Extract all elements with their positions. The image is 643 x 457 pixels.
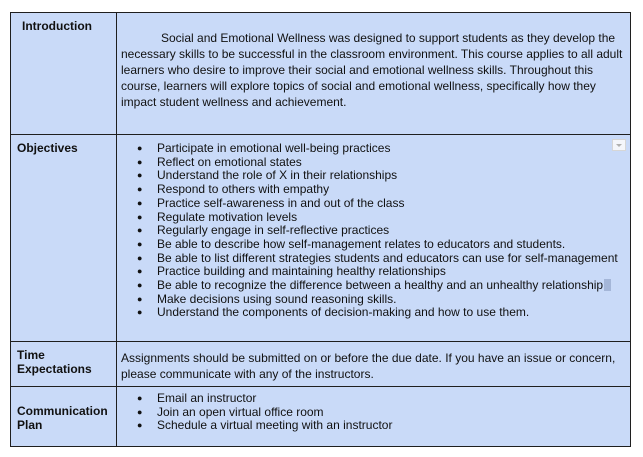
list-item: ● Make decisions using sound reasoning skills. bbox=[157, 293, 630, 307]
list-item: ● Regulate motivation levels bbox=[157, 211, 630, 225]
content-cell[interactable] bbox=[117, 387, 631, 447]
objectives-label: Objectives bbox=[17, 141, 78, 155]
label-line: Time bbox=[17, 348, 45, 362]
list-item: ● Respond to others with empathy bbox=[157, 183, 630, 197]
course-info-table bbox=[10, 12, 631, 447]
table-row-time-expectations bbox=[11, 342, 631, 387]
communication-list bbox=[117, 387, 630, 433]
content-cell[interactable] bbox=[117, 135, 631, 342]
text-cursor bbox=[604, 279, 611, 291]
list-item: ● Be able to list different strategies students and educators can use for self-management bbox=[157, 252, 630, 266]
label-line: Plan bbox=[17, 418, 43, 432]
list-item: ● Practice self-awareness in and out of the class bbox=[157, 197, 630, 211]
list-item: ● Be able to describe how self-management relates to educators and students. bbox=[157, 238, 630, 252]
list-item: ● Understand the components of decision-making and how to use them. bbox=[157, 306, 630, 320]
content-cell[interactable] bbox=[117, 13, 631, 135]
time-expectations-label bbox=[11, 342, 116, 376]
list-item: ● Participate in emotional well-being practices bbox=[157, 142, 630, 156]
table-row-communication-plan bbox=[11, 387, 631, 447]
list-item: ● Understand the role of X in their relationships bbox=[157, 169, 630, 183]
objectives-list bbox=[117, 135, 630, 320]
label-cell[interactable] bbox=[11, 342, 117, 387]
table-row-introduction bbox=[11, 13, 631, 135]
table-row-objectives bbox=[11, 135, 631, 342]
list-item-text: Be able to recognize the difference between a healthy and an unhealthy relationship bbox=[157, 278, 604, 293]
label-cell[interactable] bbox=[11, 387, 117, 447]
introduction-label: Introduction bbox=[22, 19, 92, 33]
introduction-text: Social and Emotional Wellness was designed to support students as they develop the necessary skills to be successful in the classroom environment. This course applies to all adult learners who desire to improve their social and emotional wellness skills. Throughout this course, learners will explore topics of social and emotional wellness, specifically how they impact student wellness and achievement. bbox=[121, 31, 623, 109]
label-cell[interactable] bbox=[11, 13, 117, 135]
list-item-with-cursor bbox=[157, 279, 630, 293]
list-item: ● Practice building and maintaining healthy relationships bbox=[157, 265, 630, 279]
time-expectations-text: Assignments should be submitted on or before the due date. If you have an issue or concern, please communicate with any of the instructors. bbox=[121, 351, 616, 381]
label-cell[interactable] bbox=[11, 135, 117, 342]
list-item: ● Regularly engage in self-reflective practices bbox=[157, 224, 630, 238]
list-item: ● Join an open virtual office room bbox=[157, 406, 630, 420]
label-line: Communication bbox=[17, 404, 108, 418]
communication-plan-label bbox=[11, 387, 116, 432]
content-cell[interactable] bbox=[117, 342, 631, 387]
list-item: ● Reflect on emotional states bbox=[157, 156, 630, 170]
list-item: ● Email an instructor bbox=[157, 392, 630, 406]
label-line: Expectations bbox=[17, 362, 92, 376]
list-item: ● Schedule a virtual meeting with an instructor bbox=[157, 419, 630, 433]
